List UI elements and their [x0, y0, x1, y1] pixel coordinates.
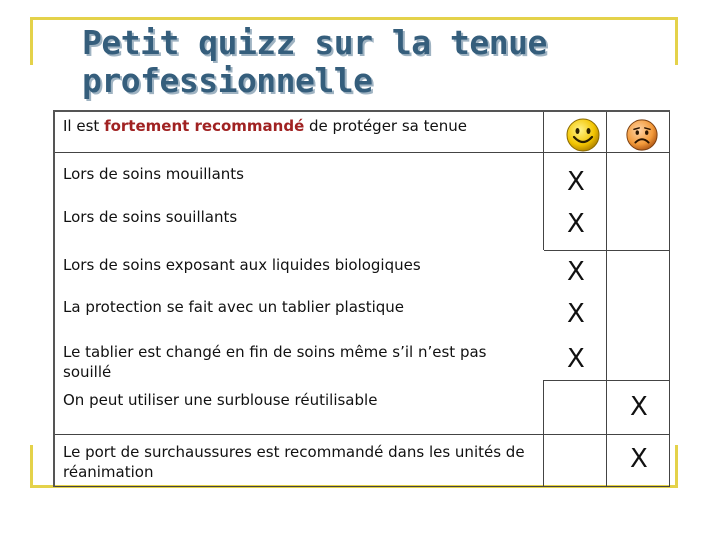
grid-line — [544, 380, 670, 381]
page-title: Petit quizz sur la tenue professionnelle — [82, 23, 547, 100]
question-row-4: La protection se fait avec un tablier plastique — [63, 298, 405, 316]
question-row-7: Le port de surchaussures est recommandé dans les unités de réanimation — [63, 443, 525, 481]
slide-frame-top — [30, 17, 678, 20]
question-row-1: Lors de soins mouillants — [63, 165, 244, 183]
answer-mark-row-7: X — [630, 444, 648, 474]
answer-mark-row-6: X — [630, 392, 648, 422]
header-question — [63, 116, 467, 136]
grid-line — [55, 434, 670, 435]
slide-frame-left — [30, 17, 33, 65]
answer-mark-row-3: X — [567, 257, 585, 287]
grid-line — [55, 486, 670, 487]
slide-frame-right — [675, 17, 678, 65]
grid-line — [669, 112, 670, 487]
header-suffix: de protéger sa tenue — [304, 117, 467, 135]
happy-smiley-icon — [565, 117, 601, 153]
grid-line — [606, 112, 607, 487]
grid-line — [55, 152, 670, 153]
answer-mark-row-2: X — [567, 209, 585, 239]
header-emphasis: fortement recommandé — [104, 117, 305, 135]
quiz-table — [53, 110, 670, 487]
grid-line — [543, 112, 544, 250]
question-row-2: Lors de soins souillants — [63, 208, 238, 226]
sad-smiley-icon — [625, 118, 659, 152]
answer-mark-row-1: X — [567, 167, 585, 197]
answer-mark-row-4: X — [567, 299, 585, 329]
slide-frame-right-bottom — [675, 445, 678, 488]
header-prefix: Il est — [63, 117, 105, 135]
answer-mark-row-5: X — [567, 344, 585, 374]
question-row-6: On peut utiliser une surblouse réutilisable — [63, 391, 378, 409]
slide-frame-left-bottom — [30, 445, 33, 488]
question-row-3: Lors de soins exposant aux liquides biologiques — [63, 256, 421, 274]
question-row-5: Le tablier est changé en fin de soins même s’il n’est pas souillé — [63, 343, 487, 381]
grid-line — [544, 250, 670, 251]
